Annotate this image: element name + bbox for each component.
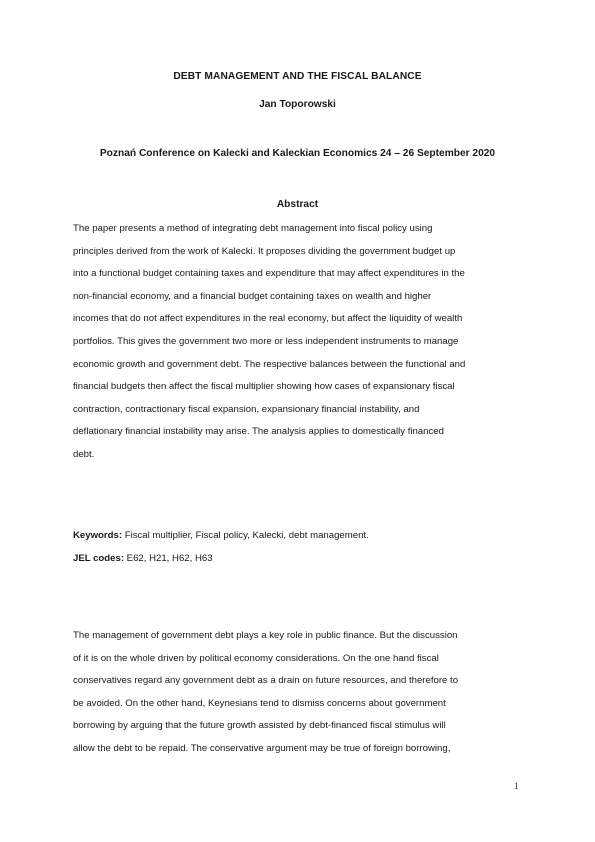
abstract-line: non-financial economy, and a financial budget containing taxes on wealth and higher [73,290,432,302]
body-paragraph [73,625,525,761]
author-name: Jan Toporowski [259,99,336,110]
page-number: 1 [514,781,519,791]
body-line: conservatives regard any government debt as a drain on future resources, and therefore to [73,675,459,687]
abstract-line: debt. [73,448,95,460]
body-line: borrowing by arguing that the future growth assisted by debt-financed fiscal stimulus will [73,720,446,732]
abstract-line: contraction, contractionary fiscal expansion, expansionary financial instability, and [73,403,420,415]
abstract-line: economic growth and government debt. The respective balances between the functional and [73,358,466,370]
jel-codes-line [73,548,213,571]
body-line: allow the debt to be repaid. The conservative argument may be true of foreign borrowing, [73,742,451,754]
body-line: of it is on the whole driven by political economy considerations. On the one hand fiscal [73,652,439,664]
paper-title: DEBT MANAGEMENT AND THE FISCAL BALANCE [173,71,422,82]
jel-text: E62, H21, H62, H63 [124,553,213,564]
keywords-line [73,525,369,548]
body-line: be avoided. On the other hand, Keynesians tend to dismiss concerns about government [73,697,446,709]
abstract-line: incomes that do not affect expenditures in the real economy, but affect the liquidity of wealth [73,313,463,325]
keywords-label: Keywords: [73,530,123,541]
conference-line: Poznań Conference on Kalecki and Kaleckian Economics 24 – 26 September 2020 [99,148,496,159]
abstract-line: The paper presents a method of integrating debt management into fiscal policy using [73,223,433,234]
abstract-line: principles derived from the work of Kalecki. It proposes dividing the government budget up [73,245,456,257]
jel-label: JEL codes: [73,553,125,564]
abstract-line: deflationary financial instability may arise. The analysis applies to domestically financed [73,426,444,438]
abstract-line: portfolios. This gives the government two more or less independent instruments to manage [73,335,459,347]
abstract-paragraph [73,218,525,467]
abstract-line: financial budgets then affect the fiscal multiplier showing how cases of expansionary fiscal [73,381,455,393]
abstract-line: into a functional budget containing taxes and expenditure that may affect expenditures in the [73,268,465,280]
abstract-heading: Abstract [276,199,319,210]
keywords-text: Fiscal multiplier, Fiscal policy, Kalecki, debt management. [122,530,369,541]
body-line: The management of government debt plays a key role in public finance. But the discussion [73,630,458,641]
